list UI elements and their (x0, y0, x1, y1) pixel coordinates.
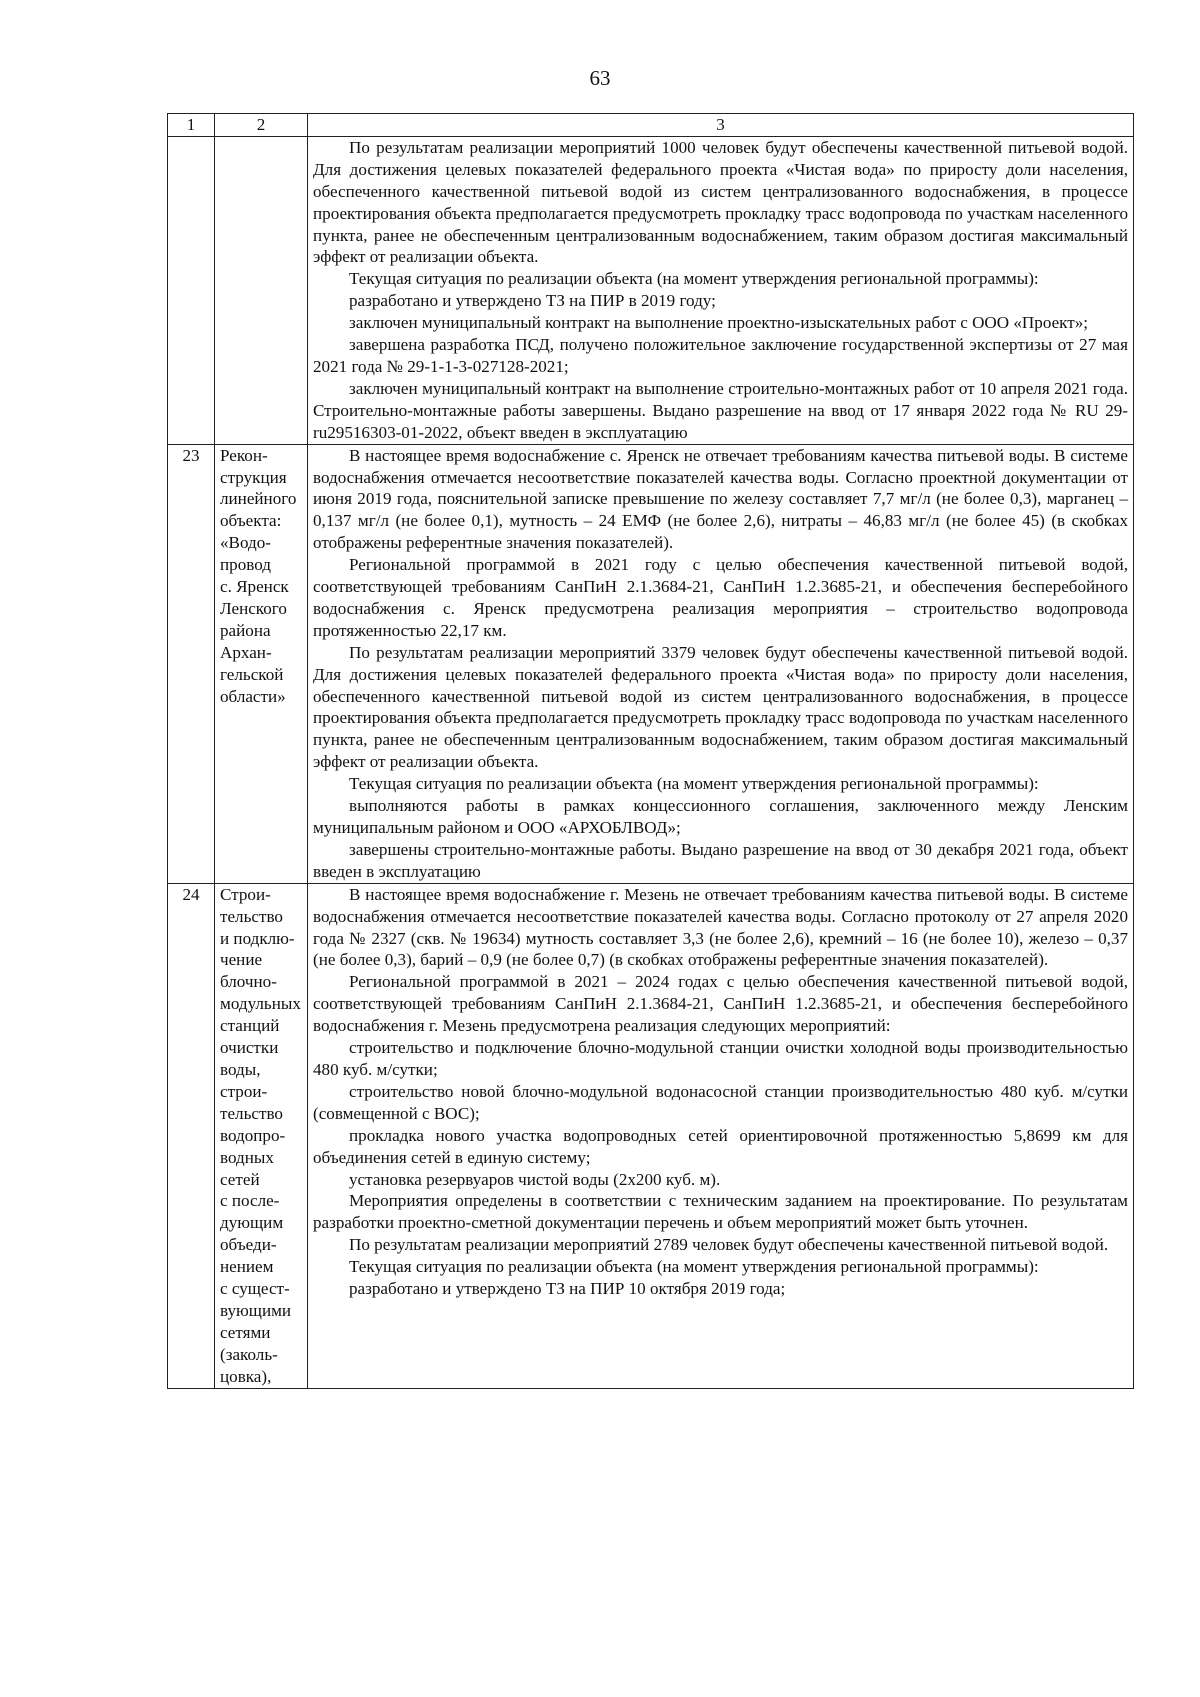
table-row (168, 883, 1134, 1388)
object-name-line: с. Яренск (220, 577, 289, 597)
description-paragraph: Региональной программой в 2021 – 2024 годах с целью обеспечения качественной питьевой водой, соответствующей требованиям СанПиН 2.1.3684-21, СанПиН 1.2.3685-21, и обеспечения бесперебойного водоснабжения г. Мезень предусмотрена реализация следующих мероприятий: (313, 972, 1128, 1036)
description-paragraph: По результатам реализации мероприятий 3379 человек будут обеспечены качественной питьевой водой. Для достижения целевых показателей федерального проекта «Чистая вода» по приросту доли населения, обеспеченного качественной питьевой водой из систем централизованного водоснабжения, в процессе проектирования объекта предполагается предусмотреть прокладку трасс водопровода по участкам населенного пункта, ранее не обеспеченным централизованным водоснабжением, таким образом достигая максимальный эффект от реализации объекта. (313, 642, 1128, 772)
description-paragraph: По результатам реализации мероприятий 1000 человек будут обеспечены качественной питьевой водой. Для достижения целевых показателей федерального проекта «Чистая вода» по приросту доли населения, обеспеченного качественной питьевой водой из систем централизованного водоснабжения, в процессе проектирования объекта предполагается предусмотреть прокладку трасс водопровода по участкам населенного пункта, ранее не обеспеченным централизованным водоснабжением, таким образом достигая максимальный эффект от реализации объекта. (313, 137, 1128, 267)
object-name-line: сетей (220, 1169, 260, 1189)
description-paragraph: строительство новой блочно-модульной водонасосной станции производительностью 480 куб. м/сутки (совмещенной с ВОС); (313, 1081, 1128, 1123)
page-number: 63 (589, 66, 611, 90)
object-name-line: очистки (220, 1038, 279, 1058)
table-header-row (168, 114, 1134, 137)
object-name-line: области» (220, 686, 286, 706)
object-name-line: строи- (220, 1081, 268, 1101)
object-name-line: линейного (220, 489, 297, 509)
object-name-line: Ленского (220, 598, 287, 618)
object-name-line: станций (220, 1016, 280, 1036)
description-paragraph: По результатам реализации мероприятий 2789 человек будут обеспечены качественной питьевой водой. (349, 1235, 1109, 1255)
object-name-line: с сущест- (220, 1279, 290, 1299)
description-paragraph: Текущая ситуация по реализации объекта (на момент утверждения региональной программы): (349, 1257, 1039, 1277)
description-cell (308, 444, 1134, 883)
object-name-line: водных (220, 1147, 274, 1167)
object-name-line: тельство (220, 1103, 283, 1123)
object-name-line: и подклю- (220, 928, 295, 948)
header-col-3: 3 (308, 114, 1134, 137)
description-paragraph: заключен муниципальный контракт на выполнение проектно-изыскательных работ с ООО «Проект»; (349, 313, 1089, 333)
description-paragraph: установка резервуаров чистой воды (2х200 куб. м). (349, 1169, 721, 1189)
object-name-line: вующими (220, 1300, 292, 1320)
object-name-line: сетями (220, 1322, 271, 1342)
description-paragraph: В настоящее время водоснабжение г. Мезень не отвечает требованиям качества питьевой воды. В системе водоснабжения отмечается несоответствие показателей качества воды. Согласно протоколу от 27 апреля 2020 года № 2327 (скв. № 19634) мутность составляет 3,3 (не более 2,6), кремний – 16 (не более 10), железо – 0,37 (не более 0,3), барий – 0,9 (не более 0,7) (в скобках отображены референтные значения показателей). (313, 884, 1128, 970)
header-col-2: 2 (215, 114, 308, 137)
object-name-line: цовка), (220, 1366, 272, 1386)
object-name-line: Строи- (220, 884, 271, 904)
description-paragraph: прокладка нового участка водопроводных сетей ориентировочной протяженностью 5,8699 км для объединения сетей в единую систему; (313, 1125, 1128, 1167)
description-paragraph: завершены строительно-монтажные работы. Выдано разрешение на ввод от 30 декабря 2021 года, объект введен в эксплуатацию (313, 839, 1128, 881)
object-name-line: блочно- (220, 972, 277, 992)
object-name-line: (заколь- (220, 1344, 278, 1364)
object-name-line: «Водо- (220, 533, 271, 553)
object-name-line: чение (220, 950, 263, 970)
object-name-line: водопро- (220, 1125, 286, 1145)
object-name-cell (215, 883, 308, 1388)
description-cell (308, 136, 1134, 444)
description-paragraph: разработано и утверждено ТЗ на ПИР в 2019 году; (349, 291, 716, 311)
object-name-line: гельской (220, 664, 284, 684)
description-paragraph: Текущая ситуация по реализации объекта (на момент утверждения региональной программы): (349, 774, 1039, 794)
object-name-line: тельство (220, 906, 283, 926)
description-paragraph: Региональной программой в 2021 году с целью обеспечения качественной питьевой водой, соответствующей требованиям СанПиН 2.1.3684-21, СанПиН 1.2.3685-21, и обеспечения бесперебойного водоснабжения с. Яренск предусмотрена реализация мероприятия – строительство водопровода протяженностью 22,17 км. (313, 555, 1128, 640)
header-col-1: 1 (168, 114, 215, 137)
row-number (168, 136, 215, 444)
description-paragraph: Текущая ситуация по реализации объекта (на момент утверждения региональной программы): (349, 269, 1039, 289)
object-name-line: Архан- (220, 642, 272, 662)
row-number: 23 (168, 444, 215, 883)
object-name-line: объеди- (220, 1235, 277, 1255)
description-paragraph: завершена разработка ПСД, получено положительное заключение государственной экспертизы от 27 мая 2021 года № 29-1-1-3-027128-2021; (313, 335, 1128, 376)
object-name-line: воды, (220, 1059, 261, 1079)
object-name-cell (215, 136, 308, 444)
description-paragraph: заключен муниципальный контракт на выполнение строительно-монтажных работ от 10 апреля 2021 года. Строительно-монтажные работы завершены. Выдано разрешение на ввод от 17 января 2022 года № RU 29-ru29516303-01-2022, объект введен в эксплуатацию (313, 378, 1128, 442)
object-name-line: объекта: (220, 511, 282, 531)
table-row (168, 444, 1134, 883)
object-name-line: провод (220, 555, 271, 575)
description-paragraph: разработано и утверждено ТЗ на ПИР 10 октября 2019 года; (349, 1279, 786, 1299)
object-name-line: района (220, 620, 271, 640)
object-name-line: нением (220, 1257, 274, 1277)
object-name-line: дующим (220, 1213, 284, 1233)
object-name-line: Рекон- (220, 445, 268, 465)
object-name-cell (215, 444, 308, 883)
description-paragraph: строительство и подключение блочно-модульной станции очистки холодной воды производительностью 480 куб. м/сутки; (313, 1038, 1128, 1079)
object-name-line: с после- (220, 1191, 280, 1211)
table-row (168, 136, 1134, 444)
description-paragraph: выполняются работы в рамках концессионного соглашения, заключенного между Ленским муниципальным районом и ООО «АРХОБЛВОД»; (313, 796, 1128, 837)
description-paragraph: Мероприятия определены в соответствии с техническим заданием на проектирование. По результатам разработки проектно-сметной документации перечень и объем мероприятий может быть уточнен. (313, 1191, 1128, 1233)
object-name-line: струкция (220, 467, 287, 487)
object-name-line: модульных (220, 994, 301, 1014)
description-cell (308, 883, 1134, 1388)
description-paragraph: В настоящее время водоснабжение с. Яренск не отвечает требованиям качества питьевой воды. В системе водоснабжения отмечается несоответствие показателей качества воды. Согласно проектной документации от июня 2019 года, пояснительной записке превышение по железу составляет 7,7 мг/л (не более 0,3), марганец – 0,137 мг/л (не более 0,1), мутность – 24 ЕМФ (не более 2,6), нитраты – 46,83 мг/л (не более 45) (в скобках отображены референтные значения показателей). (313, 445, 1128, 553)
document-table (167, 113, 1134, 1389)
row-number: 24 (168, 883, 215, 1388)
